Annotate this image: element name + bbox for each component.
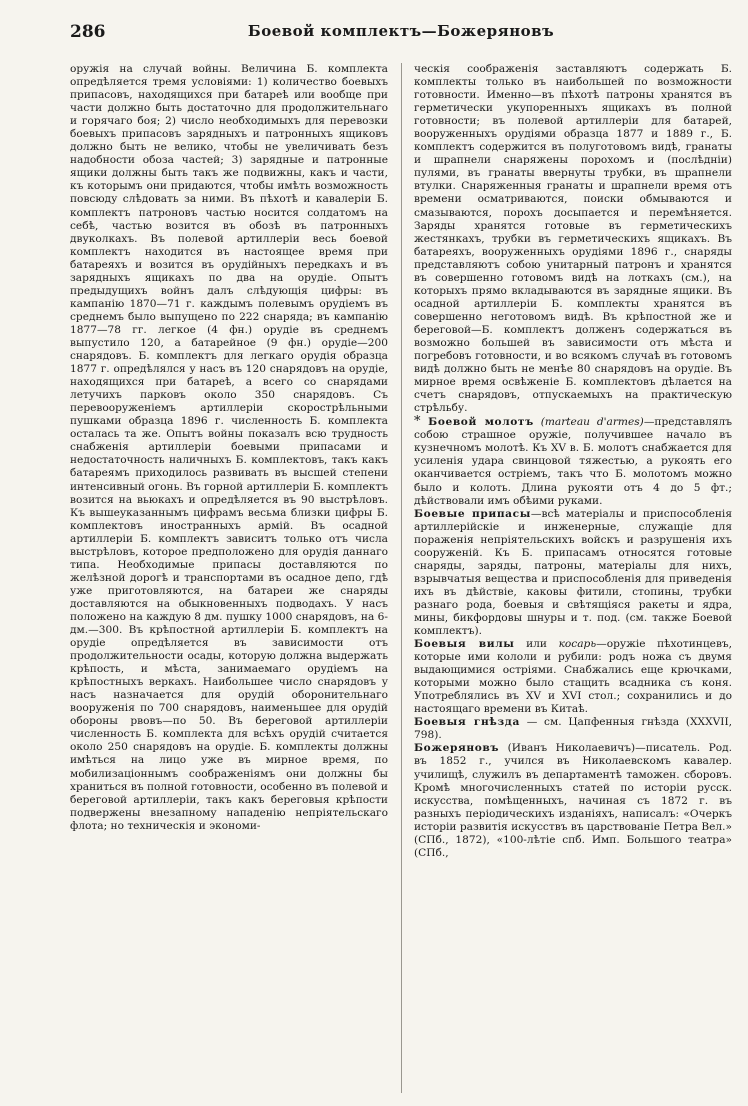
text-columns	[70, 63, 732, 1093]
entry-body: —всѣ матеріалы и приспособленія артиллерійскіе и инженерные, служащіе для пораженія непріятельскихъ войскъ и разрушенія ихъ сооруженій. Къ Б. припасамъ относятся готовые снаряды, заряды, патроны, матеріалы для нихъ, взрывчатыя вещества и приспособленія для приведенія ихъ въ дѣйствіе, каковы фитили, стопины, трубки разнаго рода, боевыя и свѣтящіяся ракеты и ядра, мины, бикфордовы шнуры и т. под. (см. также Боевой комплектъ).	[414, 507, 732, 638]
entry-boevye-vily	[414, 638, 732, 716]
right-column-paragraph: ческія соображенія заставляютъ содержать Б. комплекты только въ наибольшей по возможности готовности. Именно—въ пѣхотѣ патроны хранятся въ герметически укупоренныхъ ящикахъ въ полной готовности; въ полевой артиллеріи для батарей, вооруженныхъ орудіями образца 1877 и 1889 г., Б. комплектъ содержится въ полуготовомъ видѣ, гранаты и шрапнели снаряжены порохомъ и (послѣдніи) пулями, въ гранаты ввернуты трубки, въ шрапнели втулки. Снаряженныя гранаты и шрапнели время отъ времени осматриваются, поиски обмываются и смазываются, порохъ досыпается и перемѣняется. Заряды хранятся готовые въ герметическихъ жестянкахъ, трубки въ герметическихъ ящикахъ. Въ батареяхъ, вооруженныхъ орудіями 1896 г., снаряды представляютъ собою унитарный патронъ и хранятся въ совершенно готовомъ видѣ на лоткахъ (см.), на которыхъ прямо вкладываются въ зарядные ящики. Въ осадной артиллеріи Б. комплекты хранятся въ совершенно неготовомъ видѣ. Въ крѣпостной же и береговой—Б. комплектъ долженъ содержаться въ возможно большей въ зависимости отъ мѣста и погребовъ готовности, и во всякомъ случаѣ въ готовомъ видѣ должно быть не менѣе 80 снарядовъ на орудіе. Въ мирное время освѣженіе Б. комплектовъ дѣлается на счетъ снарядовъ, отпускаемыхъ на практическую стрѣльбу.	[414, 63, 732, 415]
left-column-paragraph: оружія на случай войны. Величина Б. комплекта опредѣляется тремя условіями: 1) количество боевыхъ припасовъ, находящихся при батареѣ или вообще при части должно быть достаточно для продолжительнаго и горячаго боя; 2) число необходимыхъ для перевозки боевыхъ припасовъ зарядныхъ и патронныхъ ящиковъ должно быть не велико, чтобы не увеличивать безъ надобности обоза частей; 3) зарядные и патронные ящики должны быть такъ же подвижны, какъ и части, къ которымъ они придаются, чтобы имѣть возможность повсюду слѣдовать за ними. Въ пѣхотѣ и кавалеріи Б. комплектъ патроновъ частью носится солдатомъ на себѣ, частью возится въ обозѣ въ патронныхъ двуколкахъ. Въ полевой артиллеріи весь боевой комплектъ находится въ настоящее время при батареяхъ и возится въ орудійныхъ передкахъ и въ зарядныхъ ящикахъ по два на орудіе. Опытъ предыдущихъ войнъ далъ слѣдующія цифры: въ кампанію 1870—71 г. каждымъ полевымъ орудіемъ въ среднемъ было выпущено по 222 снаряда; въ кампанію 1877—78 гг. легкое (4 фн.) орудіе въ среднемъ выпустило 120, а батарейное (9 фн.) орудіе—200 снарядовъ. Б. комплектъ для легкаго орудія образца 1877 г. опредѣлялся у насъ въ 120 снарядовъ на орудіе, находящихся при батареѣ, а всего со снарядами летучихъ парковъ около 350 снарядовъ. Съ перевооруженіемъ артиллеріи скорострѣльными пушками образца 1896 г. численность Б. комплекта осталась та же. Опытъ войны показалъ всю трудность снабженія артиллеріи боевыми припасами и недостаточность наличныхъ Б. комплектовъ, такъ какъ батареямъ приходилось развивать въ высшей степени интенсивный огонь. Въ горной артиллеріи Б. комплектъ возится на вьюкахъ и опредѣляется въ 90 выстрѣловъ. Къ вышеуказаннымъ цифрамъ весьма близки цифры Б. комплектовъ иностранныхъ армій. Въ осадной артиллеріи Б. комплектъ зависитъ только отъ числа выстрѣловъ, которое предположено для орудія даннаго типа. Необходимые припасы доставляются по желѣзной дорогѣ и транспортами въ осадное депо, гдѣ уже приготовляются, на батареи же снаряды доставляются на обыкновенныхъ подводахъ. У насъ положено на каждую 8 дм. пушку 1000 снарядовъ, на 6-дм.—300. Въ крѣпостной артиллеріи Б. комплектъ на орудіе опредѣляется въ зависимости отъ продолжительности осады, которую должна выдержать крѣпость, и мѣста, занимаемаго орудіемъ на крѣпостныхъ веркахъ. Наибольшее число снарядовъ у насъ назначается для орудій оборонительнаго вооруженія по 700 снарядовъ, наименьшее для орудій обороны рвовъ—по 50. Въ береговой артиллеріи численность Б. комплекта для всѣхъ орудій считается около 250 снарядовъ на орудіе. Б. комплекты должны имѣться на лицо уже въ мирное время, по мобилизаціоннымъ соображеніямъ они должны бы храниться въ полной готовности, особенно въ полевой и береговой артиллеріи, такъ какъ береговыя крѣпости подвержены внезапному нападенію непріятельскаго флота; но техническія и экономи-	[70, 63, 388, 832]
column-divider	[401, 63, 402, 1093]
entry-latin: (marteau d'armes)	[540, 416, 644, 429]
right-column	[414, 63, 732, 1093]
left-column	[70, 63, 388, 1093]
entry-bozheryanov	[414, 742, 732, 859]
entry-head: Боевые припасы	[414, 507, 531, 520]
entry-body: (Иванъ Николаевичъ)—писатель. Род. въ 1852 г., учился въ Николаевскомъ кавалер. училищѣ, служилъ въ департаментѣ таможен. сборовъ. Кромѣ многочисленныхъ статей по исторіи русск. искусства, помѣщенныхъ, начиная съ 1872 г. въ разныхъ періодическихъ изданіяхъ, написалъ: «Очеркъ исторіи развитія искусствъ въ царствованіе Петра Вел.» (СПб., 1872), «100-лѣтіе спб. Имп. Большого театра» (СПб.,	[414, 742, 732, 859]
entry-body: — см. Цапфенныя гнѣзда (XXXVII, 798).	[414, 716, 732, 742]
entry-head: Боевыя гнѣзда	[414, 716, 520, 729]
entry-head: Боевой молотъ	[428, 416, 534, 429]
entry-boevye-gnezda	[414, 716, 732, 742]
entry-boevye-pripasy	[414, 508, 732, 638]
running-title: Боевой комплектъ—Божеряновъ	[247, 22, 555, 40]
entry-body: —оружіе пѣхотинцевъ, которые ими кололи и рубили: родъ ножа съ двумя выдающимися остріями. Снабжались еще крючками, которыми можно было стащить всадника съ коня. Употреблялись въ XV и XVI стол.; сохранились и до настоящаго времени въ Китаѣ.	[414, 638, 732, 716]
entry-head: Божеряновъ	[414, 742, 500, 755]
entry-alt-head: косарь	[558, 638, 597, 651]
page-header	[70, 22, 732, 48]
entry-connector: или	[526, 638, 547, 651]
entry-body: —представлялъ собою страшное оружіе, получившее начало въ кузнечномъ молотѣ. Къ XV в. Б. молотъ снабжается для усиленія удара свинцовой тяжестью, а рукоять его оканчивается остріемъ, такъ что Б. молотомъ можно было и колоть. Длина рукояти отъ 4 до 5 фт.; дѣйствовали имъ обѣими руками.	[414, 416, 732, 507]
page-number: 286	[70, 22, 106, 42]
entry-head: Боевыя вилы	[414, 638, 515, 651]
entry-boevoy-molot: * Боевой молотъ (marteau d'armes)—представлялъ собою страшное оружіе, получившее начало въ кузнечномъ молотѣ. Къ XV в. Б. молотъ снабжается для усиленія удара свинцовой тяжестью, а рукоять его оканчивается остріемъ, такъ что Б. молотомъ можно было и колоть. Длина рукояти отъ 4 до 5 фт.; дѣйствовали имъ обѣими руками.	[414, 414, 732, 507]
